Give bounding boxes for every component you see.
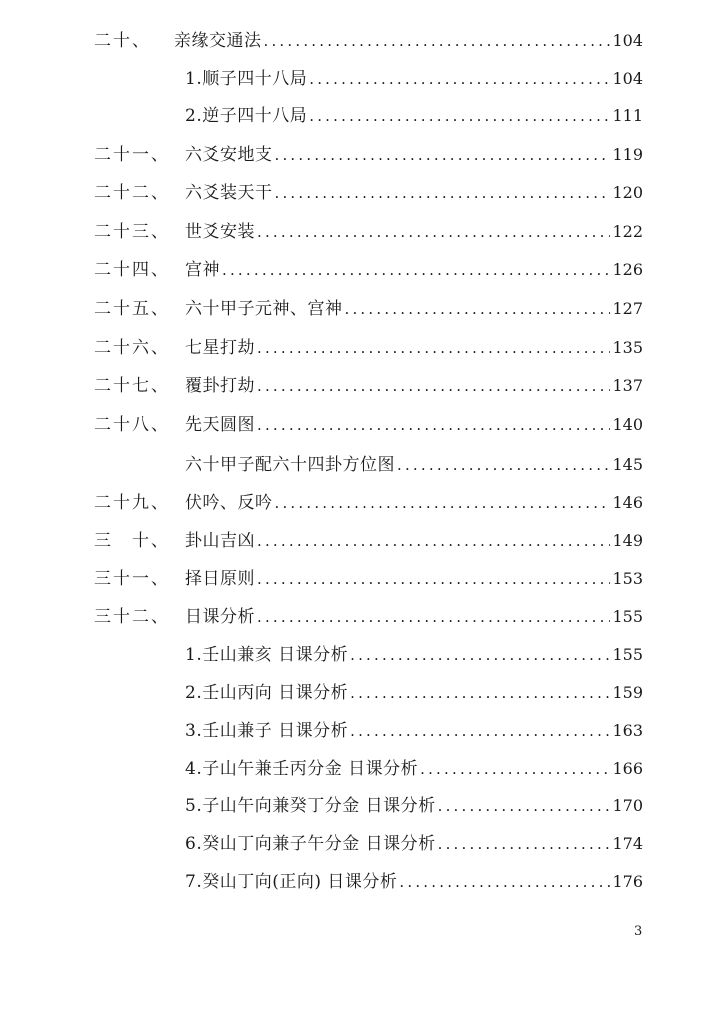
entry-title: 日课分析 — [185, 607, 255, 627]
entry-page-number: 163 — [612, 721, 643, 740]
entry-title: 5.子山午向兼癸丁分金 日课分析 — [185, 796, 436, 816]
toc-entry[interactable] — [185, 178, 643, 208]
entry-title: 世爻安装 — [185, 222, 255, 242]
entry-page-number: 120 — [612, 183, 643, 202]
toc-entry[interactable] — [185, 526, 643, 556]
entry-title: 六十甲子元神、宫神 — [185, 299, 343, 319]
entry-title: 2.壬山丙向 日课分析 — [185, 683, 349, 703]
entry-title: 择日原则 — [185, 569, 255, 589]
toc-entry[interactable] — [174, 26, 643, 56]
toc-row — [0, 867, 724, 897]
entry-title: 宫神 — [185, 260, 220, 280]
toc-subentry[interactable] — [185, 829, 643, 859]
toc-row — [0, 64, 724, 94]
chapter-number: 二十五、 — [94, 299, 170, 319]
entry-title: 六十甲子配六十四卦方位图 — [185, 455, 395, 475]
entry-page-number: 174 — [612, 834, 643, 853]
toc-subentry[interactable] — [185, 640, 643, 670]
toc-entry[interactable] — [185, 488, 643, 518]
chapter-number: 二十、 — [94, 31, 151, 51]
entry-title: 4.子山午兼壬丙分金 日课分析 — [185, 759, 419, 779]
entry-title: 先天圆图 — [185, 415, 255, 435]
toc-row — [0, 640, 724, 670]
toc-row — [0, 255, 724, 285]
toc-subentry[interactable] — [185, 64, 643, 94]
chapter-number: 二十二、 — [94, 183, 170, 203]
toc-row — [0, 450, 724, 480]
toc-subentry[interactable] — [185, 754, 643, 784]
entry-page-number: 170 — [612, 796, 643, 815]
dot-leader — [350, 716, 610, 746]
toc-subentry[interactable] — [185, 716, 643, 746]
chapter-number: 二十八、 — [94, 415, 170, 435]
entry-page-number: 122 — [612, 222, 643, 241]
toc-row — [0, 101, 724, 131]
toc-row — [0, 410, 724, 440]
entry-page-number: 111 — [612, 106, 643, 125]
dot-leader — [222, 255, 610, 285]
toc-subentry[interactable] — [185, 101, 643, 131]
toc-row — [0, 791, 724, 821]
toc-subentry[interactable] — [185, 450, 643, 480]
entry-page-number: 104 — [612, 31, 643, 50]
toc-row — [0, 678, 724, 708]
chapter-number: 二十三、 — [94, 222, 170, 242]
entry-page-number: 127 — [612, 299, 643, 318]
dot-leader — [257, 333, 610, 363]
dot-leader — [275, 140, 611, 170]
dot-leader — [350, 678, 610, 708]
toc-row — [0, 602, 724, 632]
dot-leader — [257, 602, 610, 632]
entry-page-number: 155 — [612, 645, 643, 664]
toc-row — [0, 716, 724, 746]
toc-row — [0, 26, 724, 56]
chapter-number: 二十四、 — [94, 260, 170, 280]
entry-title: 1.顺子四十八局 — [185, 69, 308, 89]
dot-leader — [309, 64, 610, 94]
toc-entry[interactable] — [185, 564, 643, 594]
entry-page-number: 153 — [612, 569, 643, 588]
entry-page-number: 149 — [612, 531, 643, 550]
entry-page-number: 140 — [612, 415, 643, 434]
dot-leader — [309, 101, 610, 131]
dot-leader — [264, 26, 611, 56]
entry-title: 六爻装天干 — [185, 183, 273, 203]
dot-leader — [397, 450, 610, 480]
dot-leader — [345, 294, 611, 324]
entry-title: 覆卦打劫 — [185, 376, 255, 396]
toc-subentry[interactable] — [185, 791, 643, 821]
dot-leader — [438, 829, 611, 859]
entry-title: 2.逆子四十八局 — [185, 106, 308, 126]
dot-leader — [438, 791, 611, 821]
toc-row — [0, 294, 724, 324]
entry-title: 六爻安地支 — [185, 145, 273, 165]
toc-row — [0, 217, 724, 247]
dot-leader — [420, 754, 610, 784]
toc-entry[interactable] — [185, 410, 643, 440]
entry-title: 伏吟、反吟 — [185, 493, 273, 513]
toc-row — [0, 178, 724, 208]
dot-leader — [257, 371, 610, 401]
entry-title: 6.癸山丁向兼子午分金 日课分析 — [185, 834, 436, 854]
toc-subentry[interactable] — [185, 867, 643, 897]
chapter-number: 三 十、 — [94, 531, 170, 551]
page-number: 3 — [634, 924, 643, 939]
entry-page-number: 126 — [612, 260, 643, 279]
toc-entry[interactable] — [185, 294, 643, 324]
dot-leader — [350, 640, 610, 670]
entry-page-number: 155 — [612, 607, 643, 626]
entry-title: 3.壬山兼子 日课分析 — [185, 721, 349, 741]
dot-leader — [257, 217, 610, 247]
entry-title: 卦山吉凶 — [185, 531, 255, 551]
entry-title: 7.癸山丁向(正向) 日课分析 — [185, 872, 398, 892]
entry-title: 1.壬山兼亥 日课分析 — [185, 645, 349, 665]
entry-page-number: 146 — [612, 493, 643, 512]
toc-subentry[interactable] — [185, 678, 643, 708]
entry-page-number: 135 — [612, 338, 643, 357]
toc-entry[interactable] — [185, 602, 643, 632]
entry-page-number: 145 — [612, 455, 643, 474]
toc-row — [0, 526, 724, 556]
toc-entry[interactable] — [185, 333, 643, 363]
chapter-number: 三十一、 — [94, 569, 170, 589]
entry-title: 七星打劫 — [185, 338, 255, 358]
entry-page-number: 119 — [612, 145, 643, 164]
toc-entry[interactable] — [185, 371, 643, 401]
entry-page-number: 176 — [612, 872, 643, 891]
dot-leader — [275, 178, 611, 208]
toc-row — [0, 488, 724, 518]
dot-leader — [257, 410, 610, 440]
toc-entry[interactable] — [185, 217, 643, 247]
dot-leader — [257, 526, 610, 556]
dot-leader — [399, 867, 610, 897]
toc-row — [0, 371, 724, 401]
entry-page-number: 104 — [612, 69, 643, 88]
chapter-number: 二十一、 — [94, 145, 170, 165]
toc-row — [0, 564, 724, 594]
toc-row — [0, 333, 724, 363]
toc-row — [0, 140, 724, 170]
chapter-number: 二十六、 — [94, 338, 170, 358]
dot-leader — [257, 564, 610, 594]
entry-title: 亲缘交通法 — [174, 31, 262, 51]
chapter-number: 二十七、 — [94, 376, 170, 396]
toc-entry[interactable] — [185, 255, 643, 285]
entry-page-number: 137 — [612, 376, 643, 395]
dot-leader — [275, 488, 611, 518]
chapter-number: 二十九、 — [94, 493, 170, 513]
entry-page-number: 159 — [612, 683, 643, 702]
toc-entry[interactable] — [185, 140, 643, 170]
entry-page-number: 166 — [612, 759, 643, 778]
toc-row — [0, 754, 724, 784]
toc-row — [0, 829, 724, 859]
chapter-number: 三十二、 — [94, 607, 170, 627]
